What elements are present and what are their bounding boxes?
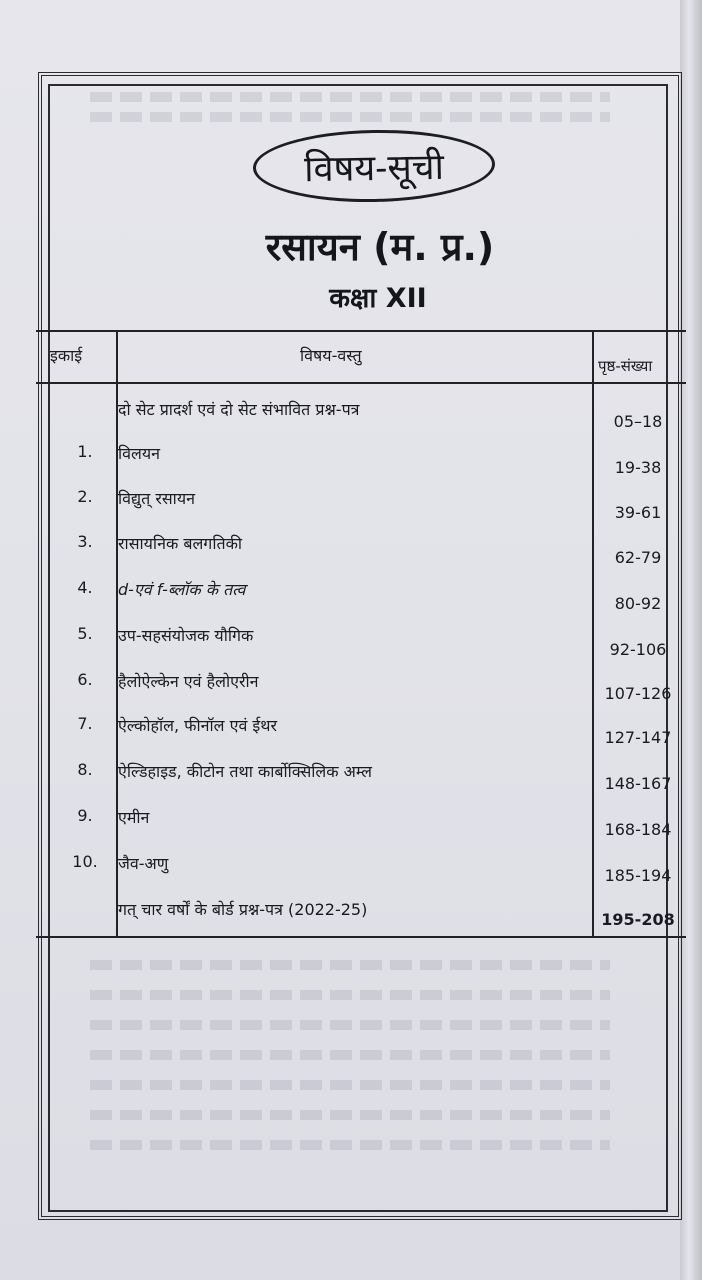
show-through-line: [90, 92, 610, 102]
header-divider: [36, 382, 686, 384]
row-pages: 80-92: [614, 594, 662, 613]
contents-title: विषय-सूची: [252, 128, 495, 204]
row-pages: 185-194: [604, 866, 672, 885]
show-through-line: [90, 960, 610, 970]
row-pages: 39-61: [614, 503, 662, 522]
row-topic: विलयन: [118, 444, 161, 463]
subject-title: रसायन (म. प्र.): [265, 225, 495, 269]
row-topic: हैलोऐल्केन एवं हैलोएरीन: [118, 672, 259, 691]
row-pages: 62-79: [614, 548, 662, 567]
col-header-unit: इकाई: [50, 346, 83, 365]
row-number: 1.: [77, 442, 93, 461]
row-pages: 127-147: [604, 728, 672, 747]
row-pages: 19-38: [614, 458, 662, 477]
row-topic: ऐल्कोहॉल, फीनॉल एवं ईथर: [118, 716, 278, 735]
contents-table: [36, 330, 686, 938]
row-number: 10.: [72, 852, 98, 871]
row-number: 2.: [77, 487, 93, 506]
row-number: 9.: [77, 806, 93, 825]
show-through-line: [90, 1050, 610, 1060]
row-topic: एमीन: [118, 808, 150, 827]
show-through-line: [90, 112, 610, 122]
row-topic: विद्युत् रसायन: [118, 489, 195, 508]
row-number: 7.: [77, 714, 93, 733]
row-topic: दो सेट प्रादर्श एवं दो सेट संभावित प्रश्न-पत्र: [118, 400, 360, 419]
col-header-topic: विषय-वस्तु: [300, 346, 362, 365]
row-topic: रासायनिक बलगतिकी: [118, 534, 243, 553]
row-topic: ऐल्डिहाइड, कीटोन तथा कार्बोक्सिलिक अम्ल: [118, 762, 372, 781]
column-divider: [592, 332, 594, 936]
row-number: 3.: [77, 532, 93, 551]
row-pages: 05–18: [613, 412, 663, 431]
row-pages: 92-106: [609, 640, 667, 659]
class-label: कक्षा XII: [329, 283, 427, 314]
show-through-line: [90, 1140, 610, 1150]
show-through-line: [90, 1020, 610, 1030]
row-pages: 148-167: [604, 774, 672, 793]
col-header-pages: पृष्ठ-संख्या: [598, 357, 653, 375]
row-pages: 168-184: [604, 820, 672, 839]
show-through-line: [90, 990, 610, 1000]
row-topic: जैव-अणु: [118, 854, 169, 873]
show-through-line: [90, 1080, 610, 1090]
row-topic: d-एवं f-ब्लॉक के तत्व: [118, 580, 246, 599]
row-topic: उप-सहसंयोजक यौगिक: [118, 626, 254, 645]
show-through-line: [90, 1110, 610, 1120]
row-topic: गत् चार वर्षों के बोर्ड प्रश्न-पत्र (2022-25): [118, 900, 368, 919]
row-number: 4.: [77, 578, 93, 597]
row-pages: 195-208: [601, 910, 675, 929]
row-number: 6.: [77, 670, 93, 689]
row-number: 5.: [77, 624, 93, 643]
row-number: 8.: [77, 760, 93, 779]
row-pages: 107-126: [604, 684, 672, 703]
